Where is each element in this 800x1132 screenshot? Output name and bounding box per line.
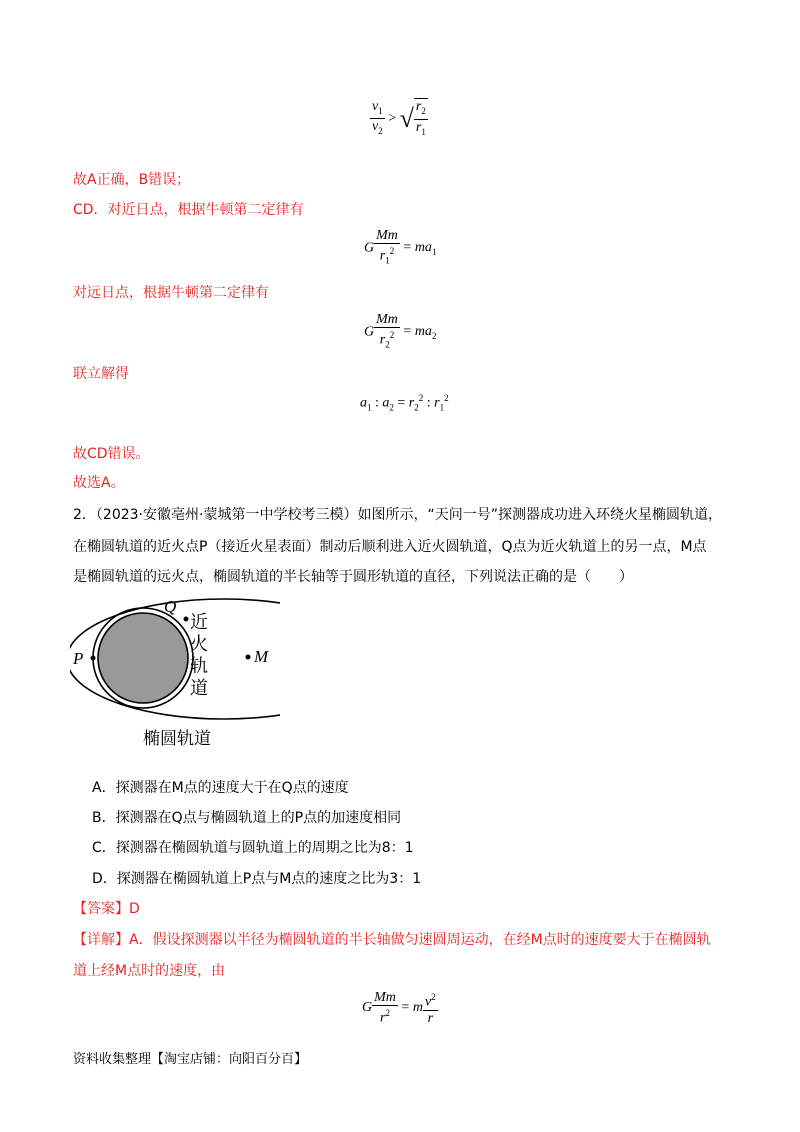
combine-intro: 联立解得: [73, 366, 129, 382]
question-2-line-3: 是椭圆轨道的远火点，椭圆轨道的半长轴等于圆形轨道的直径，下列说法正确的是（ ）: [73, 569, 633, 585]
point-m: [246, 655, 251, 660]
option-c: C．探测器在椭圆轨道与圆轨道上的周期之比为8：1: [92, 840, 414, 856]
question-number: 2．: [73, 507, 96, 523]
question-text-1: 如图所示，“天问一号”探测器成功进入环绕火星椭圆轨道，: [357, 507, 722, 523]
label-q: Q: [164, 597, 177, 616]
near-orbit-char-4: 道: [190, 678, 208, 699]
detail-label: 【详解】: [73, 932, 129, 948]
cd-intro: CD．对近日点，根据牛顿第二定律有: [73, 202, 304, 218]
option-b: B．探测器在Q点与椭圆轨道上的P点的加速度相同: [92, 810, 402, 826]
near-orbit-label: [190, 612, 208, 700]
option-d: D．探测器在椭圆轨道上P点与M点的速度之比为3：1: [92, 871, 422, 887]
question-2-line-2: 在椭圆轨道的近火点P（接近火星表面）制动后顺利进入近火圆轨道，Q点为近火轨道上的另一点，M点: [73, 539, 707, 555]
near-orbit-char-1: 近: [190, 612, 208, 633]
near-orbit-char-3: 轨: [190, 656, 208, 677]
detail-line-1: [73, 930, 711, 950]
conclusion-cd: 故CD错误。: [73, 446, 150, 462]
ellipse-orbit-label: 椭圆轨道: [143, 729, 211, 749]
equation-far-point: G $\frac{Mm}{r_2^2}$ = $ma_2$: [364, 312, 437, 350]
equation-velocity-ratio: $\frac{v_1}{v_2}$ > √ $\frac{r_2}{r_1}$: [370, 98, 428, 140]
point-q: [184, 617, 189, 622]
mars-planet: [98, 613, 188, 703]
equation-centripetal: G $\frac{Mm}{r^2}$ = m $\frac{v^2}{r}$: [362, 990, 436, 1026]
option-a: A．探测器在M点的速度大于在Q点的速度: [92, 780, 349, 796]
far-point-intro: 对远日点，根据牛顿第二定律有: [73, 285, 269, 301]
detail-text-1: A．假设探测器以半径为椭圆轨道的半长轴做匀速圆周运动，在经M点时的速度要大于在椭圆轨: [129, 932, 711, 948]
answer-label: 【答案】D: [73, 901, 140, 917]
equation-acceleration-ratio: $a_1$ : $a_2 = r_2^2$ : $r_1^2$: [360, 393, 449, 413]
question-source: （2023·安徽亳州·蒙城第一中学校考三模）: [95, 507, 358, 523]
near-orbit-char-2: 火: [190, 634, 208, 655]
point-p: [91, 656, 96, 661]
conclusion-ab: 故A正确，B错误；: [73, 172, 191, 188]
footer-text: 资料收集整理【淘宝店铺：向阳百分百】: [73, 1052, 308, 1067]
equation-near-point: G $\frac{Mm}{r_1^2}$ = $ma_1$: [364, 228, 437, 266]
label-m: M: [254, 647, 269, 666]
detail-line-2: 道上经M点时的速度，由: [73, 963, 226, 979]
question-2-line-1: [73, 505, 722, 525]
final-choice: 故选A。: [73, 475, 125, 491]
orbit-figure: [70, 595, 280, 750]
label-p: P: [73, 649, 84, 668]
